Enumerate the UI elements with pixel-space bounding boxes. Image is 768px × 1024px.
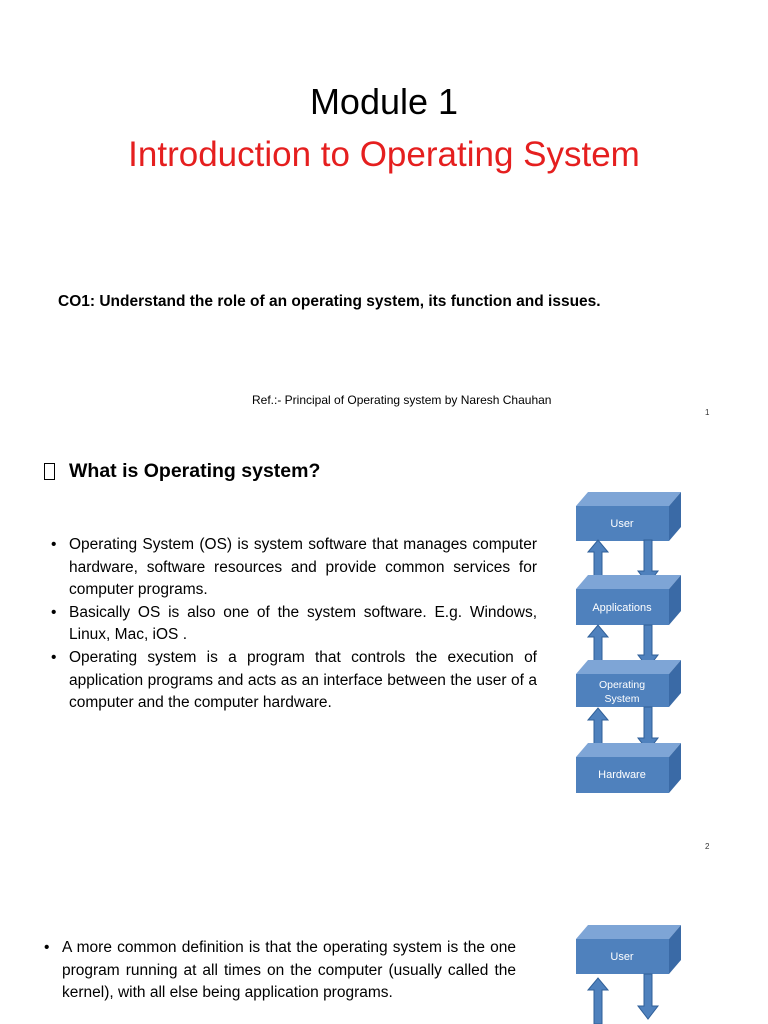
user-label: User bbox=[610, 951, 634, 963]
applications-layer-box bbox=[576, 575, 681, 625]
os-label-line1: Operating bbox=[598, 679, 646, 691]
os-layer-box bbox=[576, 660, 681, 707]
bullet-box-icon bbox=[44, 463, 55, 480]
section-heading-text: What is Operating system? bbox=[69, 460, 321, 482]
definition-list-2 bbox=[40, 937, 516, 1005]
page-number-1: 1 bbox=[705, 408, 710, 417]
user-label: User bbox=[610, 518, 634, 530]
list-item: • Basically OS is also one of the system software. E.g. Windows, Linux, Mac, iOS . bbox=[47, 602, 537, 647]
user-layer-box bbox=[576, 492, 681, 541]
module-title: Module 1 bbox=[309, 81, 459, 122]
hardware-label: Hardware bbox=[598, 769, 646, 781]
section-heading bbox=[44, 460, 320, 483]
up-arrow-icon bbox=[588, 978, 608, 1024]
list-item: • Operating System (OS) is system software that manages computer hardware, software resources and provide common services for computer programs. bbox=[47, 534, 537, 602]
os-label-line2: System bbox=[604, 693, 640, 705]
hardware-layer-box bbox=[576, 743, 681, 793]
user-layer-box bbox=[576, 925, 681, 974]
os-layers-diagram bbox=[560, 485, 690, 800]
page-number-2: 2 bbox=[705, 842, 710, 851]
definition-list bbox=[47, 534, 537, 715]
applications-label: Applications bbox=[592, 602, 652, 614]
list-item: • A more common definition is that the operating system is the one program running at all times on the computer (usually called the kernel), with all else being application programs. bbox=[40, 937, 516, 1005]
reference-text: Ref.:- Principal of Operating system by Naresh Chauhan bbox=[252, 393, 552, 407]
slide-subtitle: Introduction to Operating System bbox=[128, 135, 640, 174]
down-arrow-icon bbox=[638, 974, 658, 1019]
list-item: • Operating system is a program that controls the execution of application programs and acts as an interface between the user of a computer and the computer hardware. bbox=[47, 647, 537, 715]
course-outcome: CO1: Understand the role of an operating system, its function and issues. bbox=[58, 293, 601, 310]
os-layers-diagram-2 bbox=[560, 918, 690, 1024]
